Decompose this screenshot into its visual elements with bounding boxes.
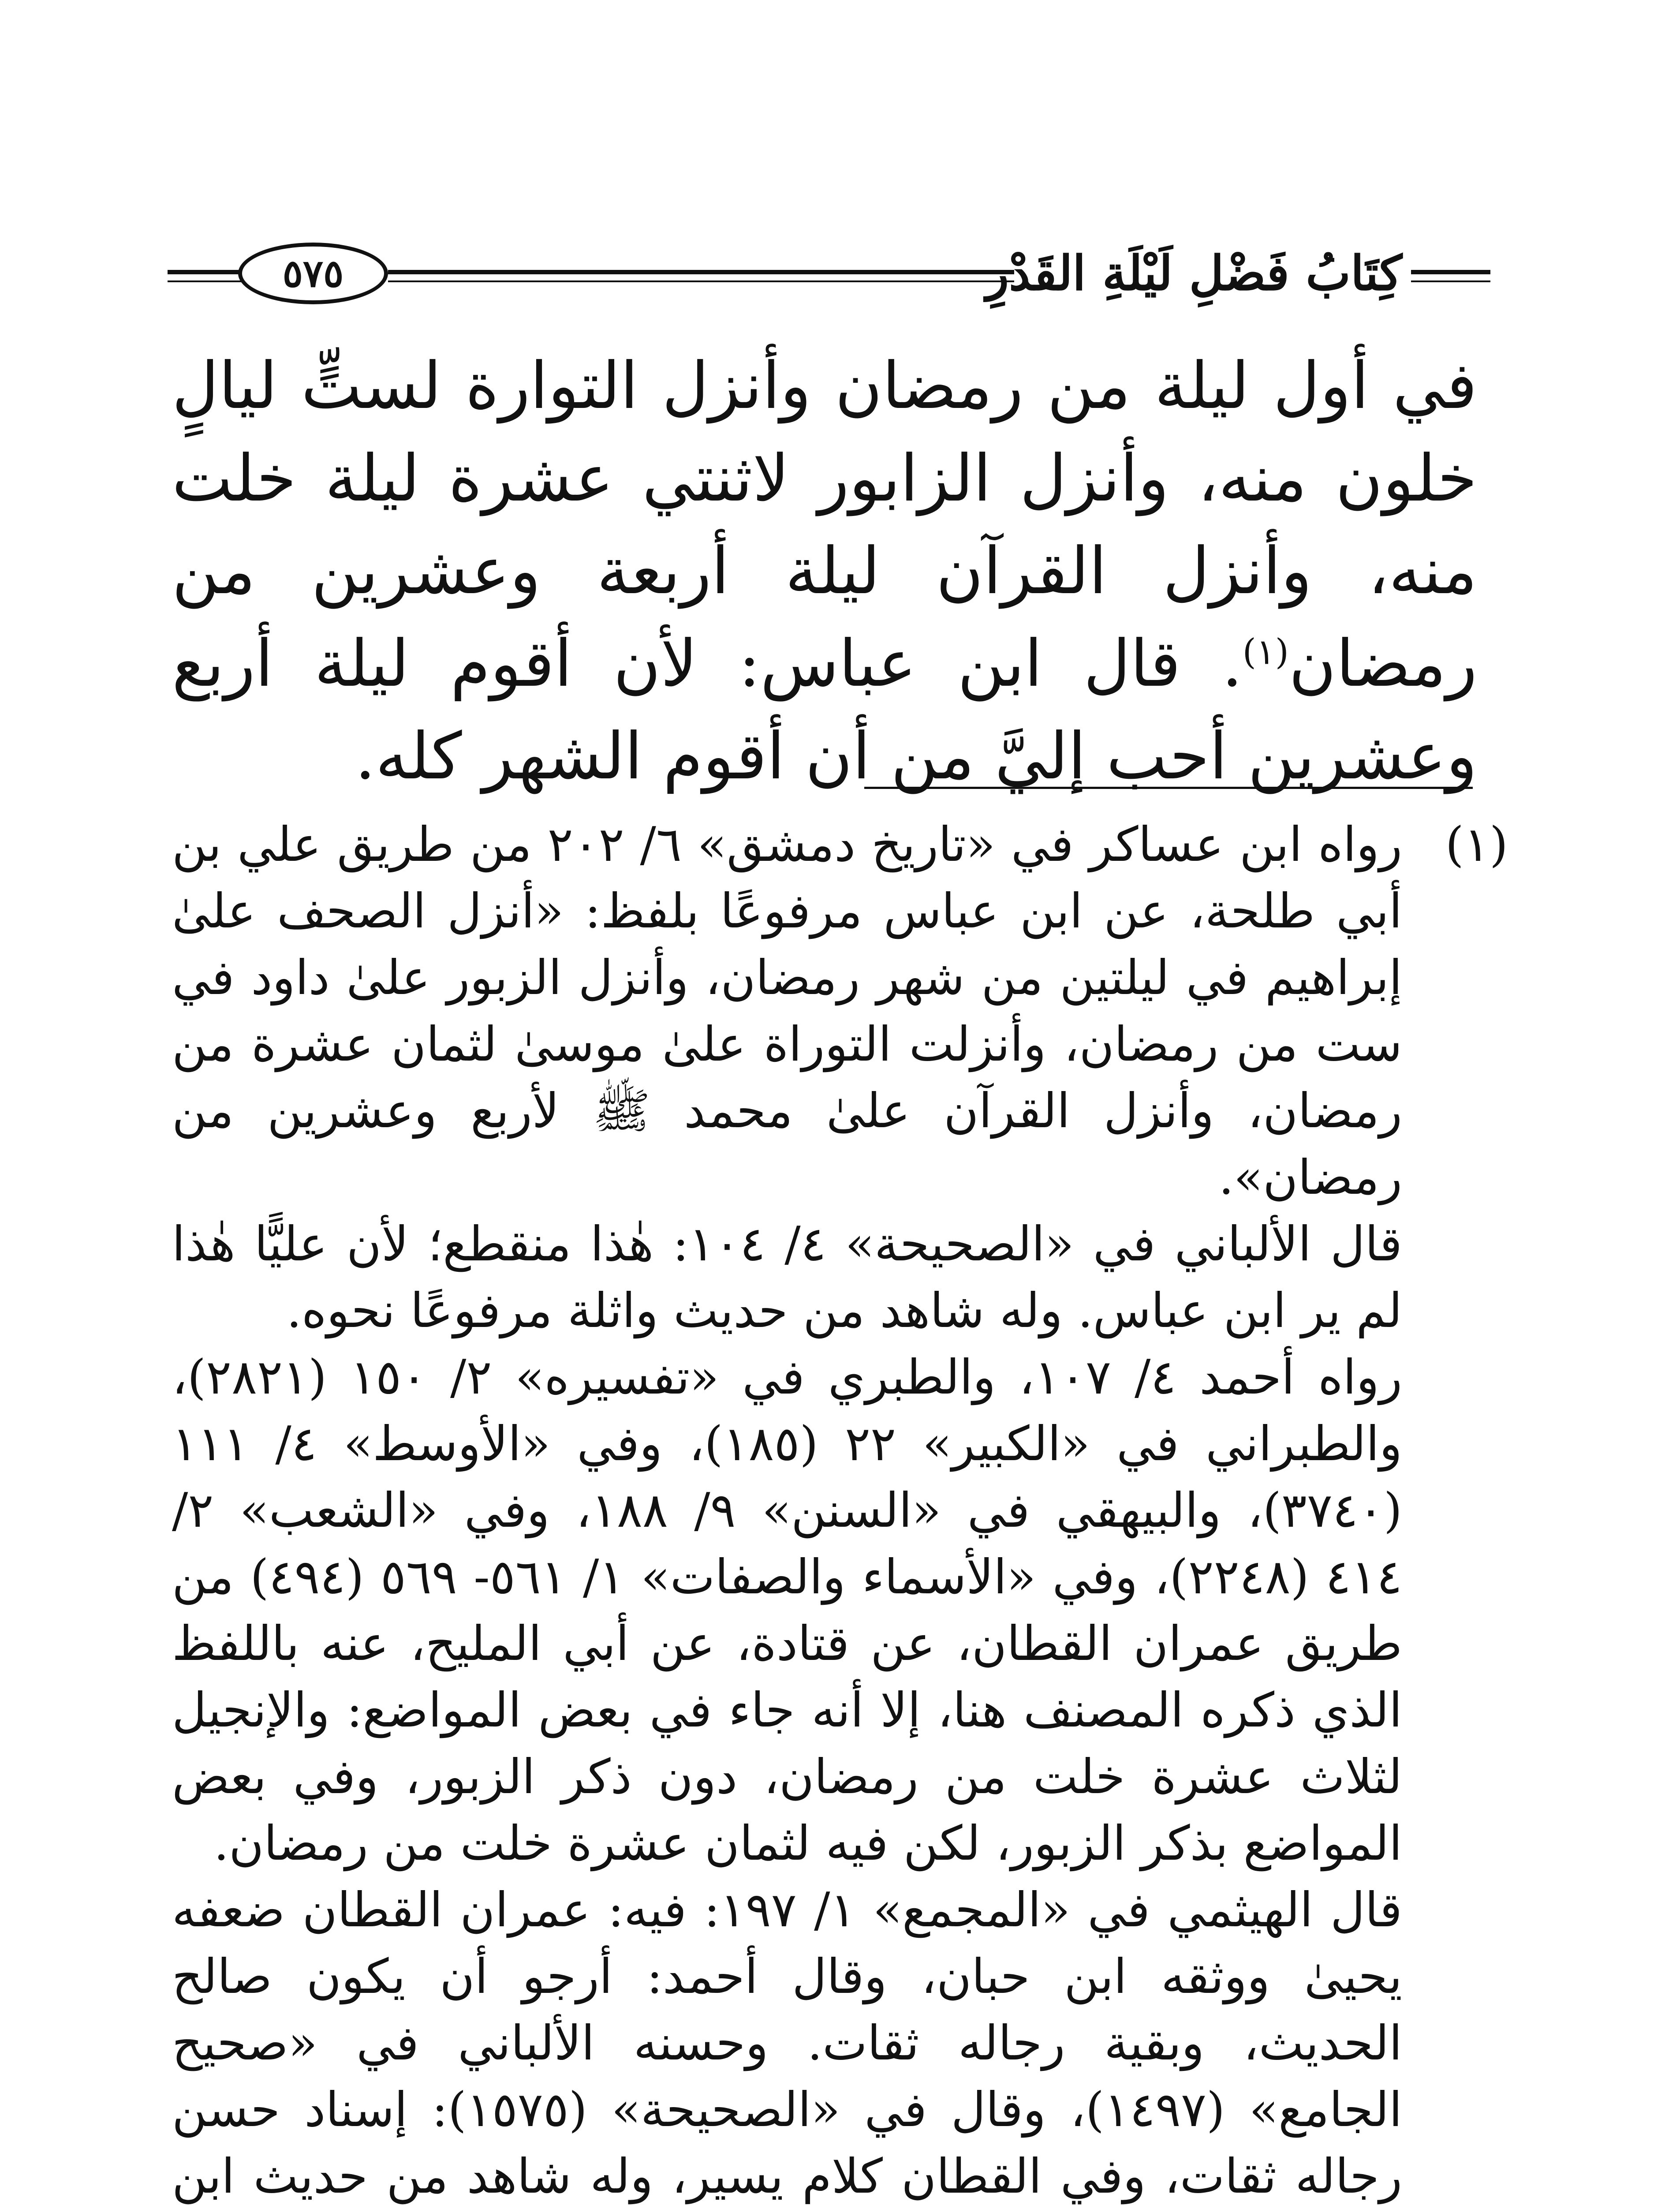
running-title: كِتَابُ فَضْلِ لَيْلَةِ القَدْرِ (986, 246, 1402, 301)
main-text (172, 340, 1477, 803)
header-rule-left (168, 270, 243, 282)
footnote (172, 811, 1508, 2205)
footnote-paragraph: رواه ابن عساكر في «تاريخ دمشق» ٦/ ٢٠٢ من طريق علي بن أبي طلحة، عن ابن عباس مرفوعًا بلفظ: «أنزل الصحف علىٰ إبراهيم في ليلتين من شهر رمضان، وأنزل الزبور علىٰ داود في ست من رمضان، وأنزلت التوراة علىٰ موسىٰ لثمان عشرة من رمضان، وأنزل القرآن علىٰ محمد ﷺ لأربع وعشرين من رمضان». (172, 817, 1403, 1205)
main-paragraph (172, 340, 1477, 803)
page-number-badge (238, 243, 388, 304)
footnotes (172, 811, 1508, 2205)
footnote-number: (١) (1445, 817, 1508, 872)
header-rule-right (1411, 270, 1490, 282)
main-text-part-2: . قال ابن عباس: لأن أقوم ليلة أربع وعشرين أحب إليَّ من أن أقوم الشهر كله. (172, 626, 1477, 794)
main-text-part-1: في أول ليلة من رمضان وأنزل التوارة لستٍّ ليالٍ خلون منه، وأنزل الزابور لاثنتي عشرة ليلة خلت منه، وأنزل القرآن ليلة أربعة وعشرين من رمضان (172, 348, 1477, 701)
page-header (168, 229, 1490, 318)
footnote-body (172, 811, 1402, 2205)
footnote-reference: (١) (1242, 631, 1289, 673)
header-rule-middle (388, 270, 1014, 282)
footnote-paragraph: رواه أحمد ٤/ ١٠٧، والطبري في «تفسيره» ٢/ ١٥٠ (٢٨٢١)، والطبراني في «الكبير» ٢٢ (١٨٥)، وفي «الأوسط» ٤/ ١١١ (٣٧٤٠)، والبيهقي في «السنن» ٩/ ١٨٨، وفي «الشعب» ٢/ ٤١٤ (٢٢٤٨)، وفي «الأسماء والصفات» ١/ ٥٦١- ٥٦٩ (٤٩٤) من طريق عمران القطان، عن قتادة، عن أبي المليح، عنه باللفظ الذي ذكره المصنف هنا، إلا أنه جاء في بعض المواضع: والإنجيل لثلاث عشرة خلت من رمضان، دون ذكر الزبور، وفي بعض المواضع بذكر الزبور، لكن فيه لثمان عشرة خلت من رمضان. (172, 1350, 1403, 1871)
footnote-paragraph: قال الهيثمي في «المجمع» ١/ ١٩٧: فيه: عمران القطان ضعفه يحيىٰ ووثقه ابن حبان، وقال أحمد: أرجو أن يكون صالح الحديث، وبقية رجاله ثقات. وحسنه الألباني في «صحيح الجامع» (١٤٩٧)، وقال في «الصحيحة» (١٥٧٥): إسناد حسن رجاله ثقات، وفي القطان كلام يسير، وله شاهد من حديث ابن (172, 1883, 1403, 2204)
page-number: ٥٧٥ (282, 251, 344, 296)
footnote-separator (864, 787, 1473, 789)
footnote-paragraph: قال الألباني في «الصحيحة» ٤/ ١٠٤: هٰذا منقطع؛ لأن عليًّا هٰذا لم ير ابن عباس. وله شاهد من حديث واثلة مرفوعًا نحوه. (172, 1217, 1403, 1338)
